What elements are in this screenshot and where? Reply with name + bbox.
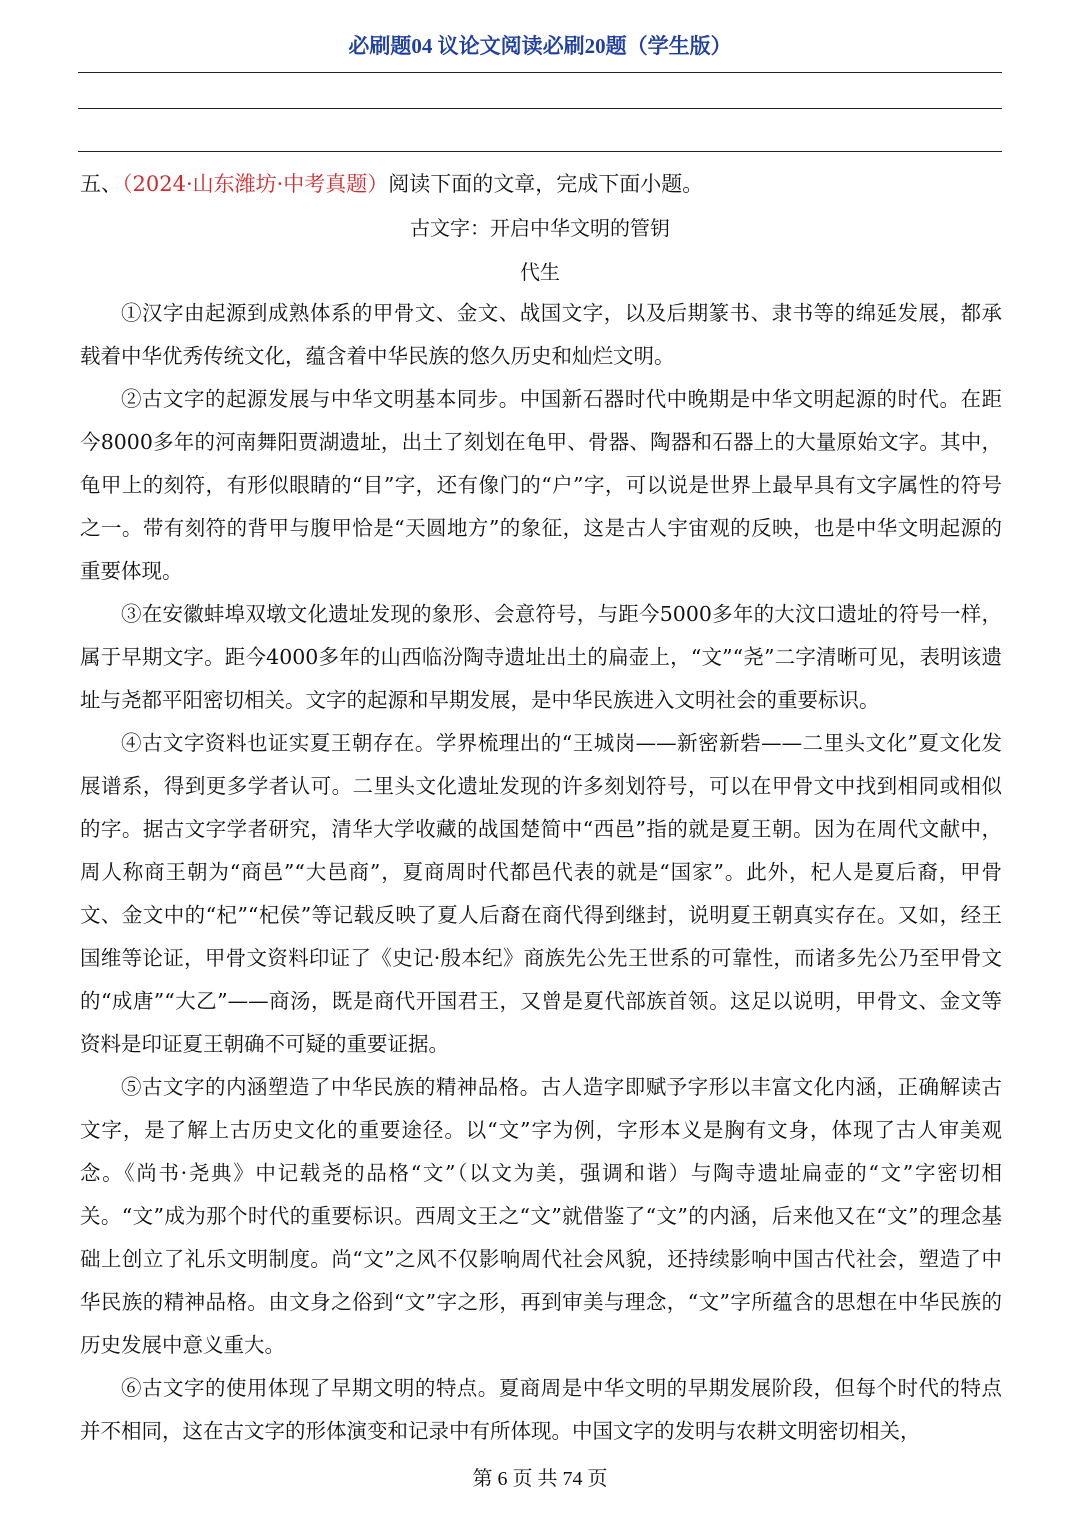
page-number: 第 6 页 共 74 页 — [472, 1468, 608, 1490]
paragraph-1: ①汉字由起源到成熟体系的甲骨文、金文、战国文字，以及后期篆书、隶书等的绵延发展，都承载着中华优秀传统文化，蕴含着中华民族的悠久历史和灿烂文明。 — [80, 301, 1002, 368]
article-title: 古文字：开启中华文明的管钥 — [410, 216, 670, 240]
article-body — [80, 292, 1002, 1453]
page-header-title: 必刷题04 议论文阅读必刷20题（学生版） — [348, 34, 732, 58]
question-instruction: 阅读下面的文章，完成下面小题。 — [388, 172, 704, 196]
paragraph-3: ③在安徽蚌埠双墩文化遗址发现的象形、会意符号，与距今5000多年的大汶口遗址的符号一样，属于早期文字。距今4000多年的山西临汾陶寺遗址出土的扁壶上，“文”“尧”二字清晰可见，表明该遗址与尧都平阳密切相关。文字的起源和早期发展，是中华民族进入文明社会的重要标识。 — [80, 602, 1002, 712]
question-source: （2024·山东潍坊·中考真题） — [122, 172, 389, 196]
article-author: 代生 — [520, 260, 560, 284]
paragraph-4: ④古文字资料也证实夏王朝存在。学界梳理出的“王城岗——新密新砦——二里头文化”夏文化发展谱系，得到更多学者认可。二里头文化遗址发现的许多刻划符号，可以在甲骨文中找到相同或相似的字。据古文字学者研究，清华大学收藏的战国楚简中“西邑”指的就是夏王朝。因为在周代文献中，周人称商王朝为“商邑”“大邑商”，夏商周时代都邑代表的就是“国家”。此外，杞人是夏后裔，甲骨文、金文中的“杞”“杞侯”等记载反映了夏人后裔在商代得到继封，说明夏王朝真实存在。又如，经王国维等论证，甲骨文资料印证了《史记·殷本纪》商族先公先王世系的可靠性，而诸多先公乃至甲骨文的“成唐”“大乙”——商汤，既是商代开国君王，又曾是夏代部族首领。这足以说明，甲骨文、金文等资料是印证夏王朝确不可疑的重要证据。 — [80, 731, 1002, 1056]
divider-line — [78, 72, 1002, 73]
paragraph-2: ②古文字的起源发展与中华文明基本同步。中国新石器时代中晚期是中华文明起源的时代。在距今8000多年的河南舞阳贾湖遗址，出土了刻划在龟甲、骨器、陶器和石器上的大量原始文字。其中，龟甲上的刻符，有形似眼睛的“目”字，还有像门的“户”字，可以说是世界上最早具有文字属性的符号之一。带有刻符的背甲与腹甲恰是“天圆地方”的象征，这是古人宇宙观的反映，也是中华文明起源的重要体现。 — [80, 387, 1002, 583]
question-number: 五、 — [80, 172, 122, 196]
answer-line — [78, 108, 1002, 109]
paragraph-5: ⑤古文字的内涵塑造了中华民族的精神品格。古人造字即赋予字形以丰富文化内涵，正确解读古文字，是了解上古历史文化的重要途径。以“文”字为例，字形本义是胸有文身，体现了古人审美观念。《尚书·尧典》中记载尧的品格“文”（以文为美，强调和谐）与陶寺遗址扁壶的“文”字密切相关。“文”成为那个时代的重要标识。西周文王之“文”就借鉴了“文”的内涵，后来他又在“文”的理念基础上创立了礼乐文明制度。尚“文”之风不仅影响周代社会风貌，还持续影响中国古代社会，塑造了中华民族的精神品格。由文身之俗到“文”字之形，再到审美与理念，“文”字所蕴含的思想在中华民族的历史发展中意义重大。 — [80, 1075, 1002, 1357]
paragraph-6: ⑥古文字的使用体现了早期文明的特点。夏商周是中华文明的早期发展阶段，但每个时代的特点并不相同，这在古文字的形体演变和记录中有所体现。中国文字的发明与农耕文明密切相关， — [80, 1376, 1002, 1443]
answer-line — [78, 151, 1002, 152]
question-heading — [80, 168, 703, 198]
